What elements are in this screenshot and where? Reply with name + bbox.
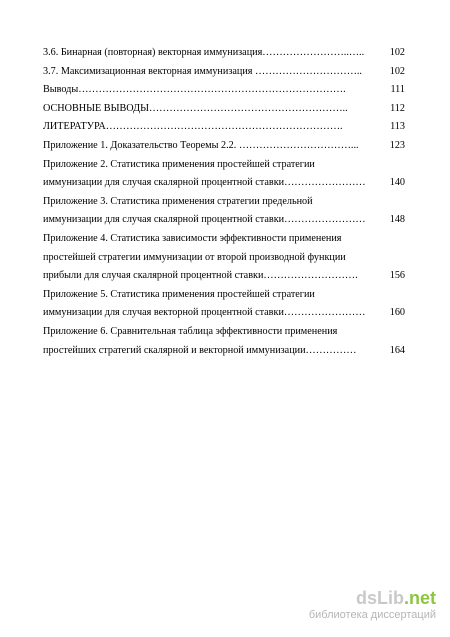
toc-entry-text: Приложение 1. Доказательство Теоремы 2.2. ……………………………...: [43, 139, 359, 151]
toc-entry-text: иммунизации для случая векторной процентной ставки……………………: [43, 307, 366, 319]
toc-entry-text: Приложение 3. Статистика применения стратегии предельной: [43, 195, 313, 207]
toc-entry-text: ЛИТЕРАТУРА…………………………………………………………….: [43, 121, 343, 133]
toc-entry: [43, 81, 405, 100]
toc-page-number: 113: [390, 121, 405, 133]
watermark-logo-main: dsLib: [355, 588, 404, 608]
toc-page-number: 140: [389, 177, 405, 189]
toc-entry: [43, 137, 405, 156]
toc-entry-text: Выводы…………………………………………………………………….: [43, 84, 346, 96]
toc-page-number: 102: [389, 47, 405, 58]
toc-entry-text: Приложение 6. Сравнительная таблица эффективности применения: [43, 325, 338, 337]
toc-entry: [43, 286, 405, 323]
toc-entry: [43, 323, 405, 360]
toc-page-number: 160: [389, 307, 405, 319]
toc-entry-text: Приложение 2. Статистика применения простейшей стратегии: [43, 158, 315, 170]
toc-page-number: 164: [389, 344, 405, 356]
watermark-logo: [309, 588, 436, 608]
toc-entry-text: ОСНОВНЫЕ ВЫВОДЫ…………………………………………………..: [43, 102, 348, 114]
toc-entry-text: Приложение 5. Статистика применения простейшей стратегии: [43, 288, 315, 300]
toc-entry: [43, 63, 405, 82]
toc-entry: [43, 230, 405, 286]
toc-entry-text: 3.7. Максимизационная векторная иммунизация …………………………..: [43, 65, 362, 77]
watermark-logo-tld: .net: [403, 588, 436, 608]
watermark: [309, 588, 436, 622]
table-of-contents: [43, 44, 405, 360]
toc-entry-text: иммунизации для случая скалярной процентной ставки……………………: [43, 177, 366, 189]
watermark-subtitle: библиотека диссертаций: [308, 609, 436, 621]
toc-entry: [43, 100, 405, 119]
toc-page-number: 148: [389, 214, 405, 226]
toc-entry-text: прибыли для случая скалярной процентной ставки……………………….: [43, 270, 358, 282]
toc-entry-text: иммунизации для случая скалярной процентной ставки……………………: [43, 214, 366, 226]
toc-entry-text: Приложение 4. Статистика зависимости эффективности применения: [43, 232, 342, 244]
toc-page-number: 102: [389, 65, 405, 77]
toc-page-number: 111: [390, 84, 405, 96]
toc-entry-text: простейших стратегий скалярной и векторной иммунизации……………: [43, 344, 357, 356]
toc-entry-text: простейшей стратегии иммунизации от второй производной функции: [43, 251, 346, 263]
toc-page-number: 123: [389, 139, 405, 151]
toc-entry-text: 3.6. Бинарная (повторная) векторная иммунизация……………………..…..: [43, 47, 365, 58]
toc-page-number: 112: [390, 102, 405, 114]
toc-entry: [43, 156, 405, 193]
toc-entry: [43, 193, 405, 230]
toc-entry: [43, 118, 405, 137]
toc-entry: [43, 44, 405, 63]
toc-page-number: 156: [389, 270, 405, 282]
